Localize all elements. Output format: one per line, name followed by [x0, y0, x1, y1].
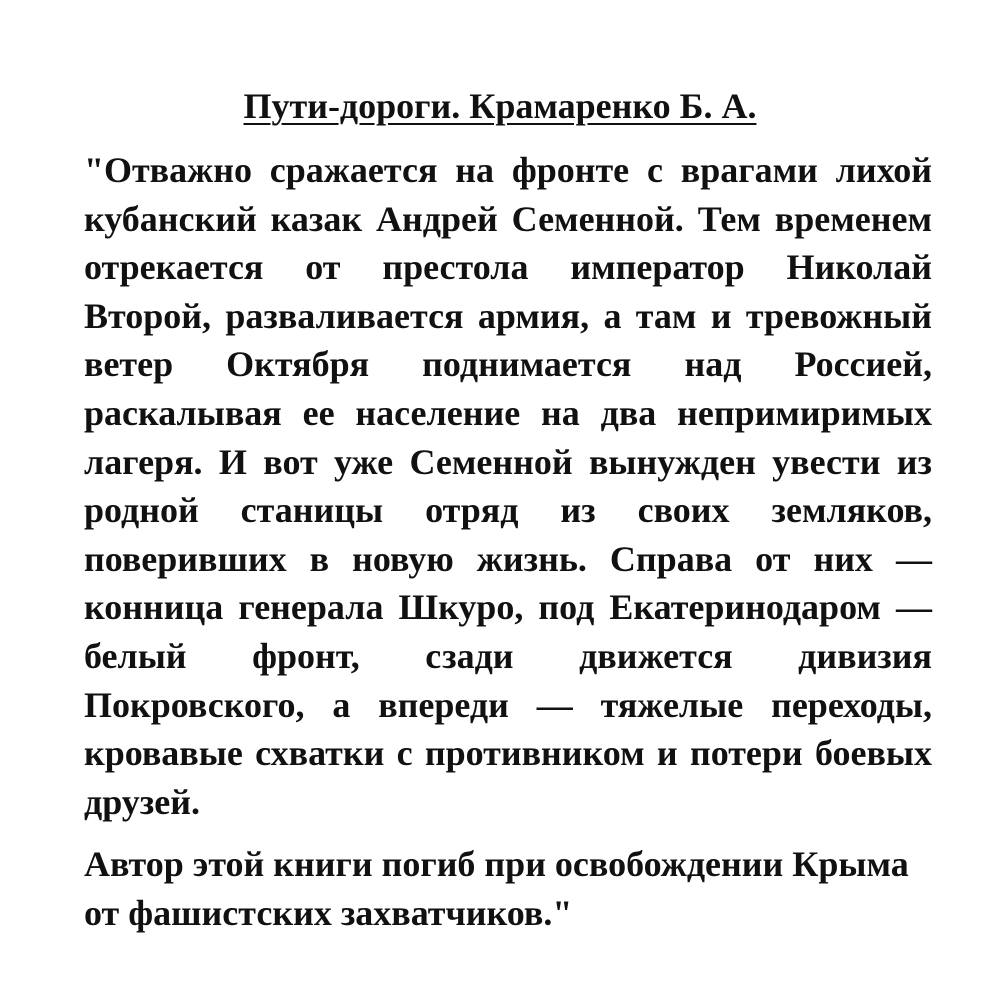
title-text: Пути-дороги. Крамаренко Б. А. — [243, 86, 757, 126]
author-note-paragraph: Автор этой книги погиб при освобождении Крыма от фашистских захватчиков." — [84, 844, 909, 933]
description-body — [84, 146, 932, 938]
description-paragraph: "Отважно сражается на фронте с врагами лихой кубанский казак Андрей Семенной. Тем временем отрекается от престола император Николай Второй, разваливается армия, а там и тревожный ветер Октября поднимается над Россией, раскалывая ее население на два непримиримых лагеря. И вот уже Семенной вынужден увести из родной станицы отряд из своих земляков, поверивших в новую жизнь. Справа от них — конница генерала Шкуро, под Екатеринодаром — белый фронт, сзади движется дивизия Покровского, а впереди — тяжелые переходы, кровавые схватки с противником и потери боевых друзей. — [84, 150, 932, 822]
page-title — [0, 84, 1000, 128]
